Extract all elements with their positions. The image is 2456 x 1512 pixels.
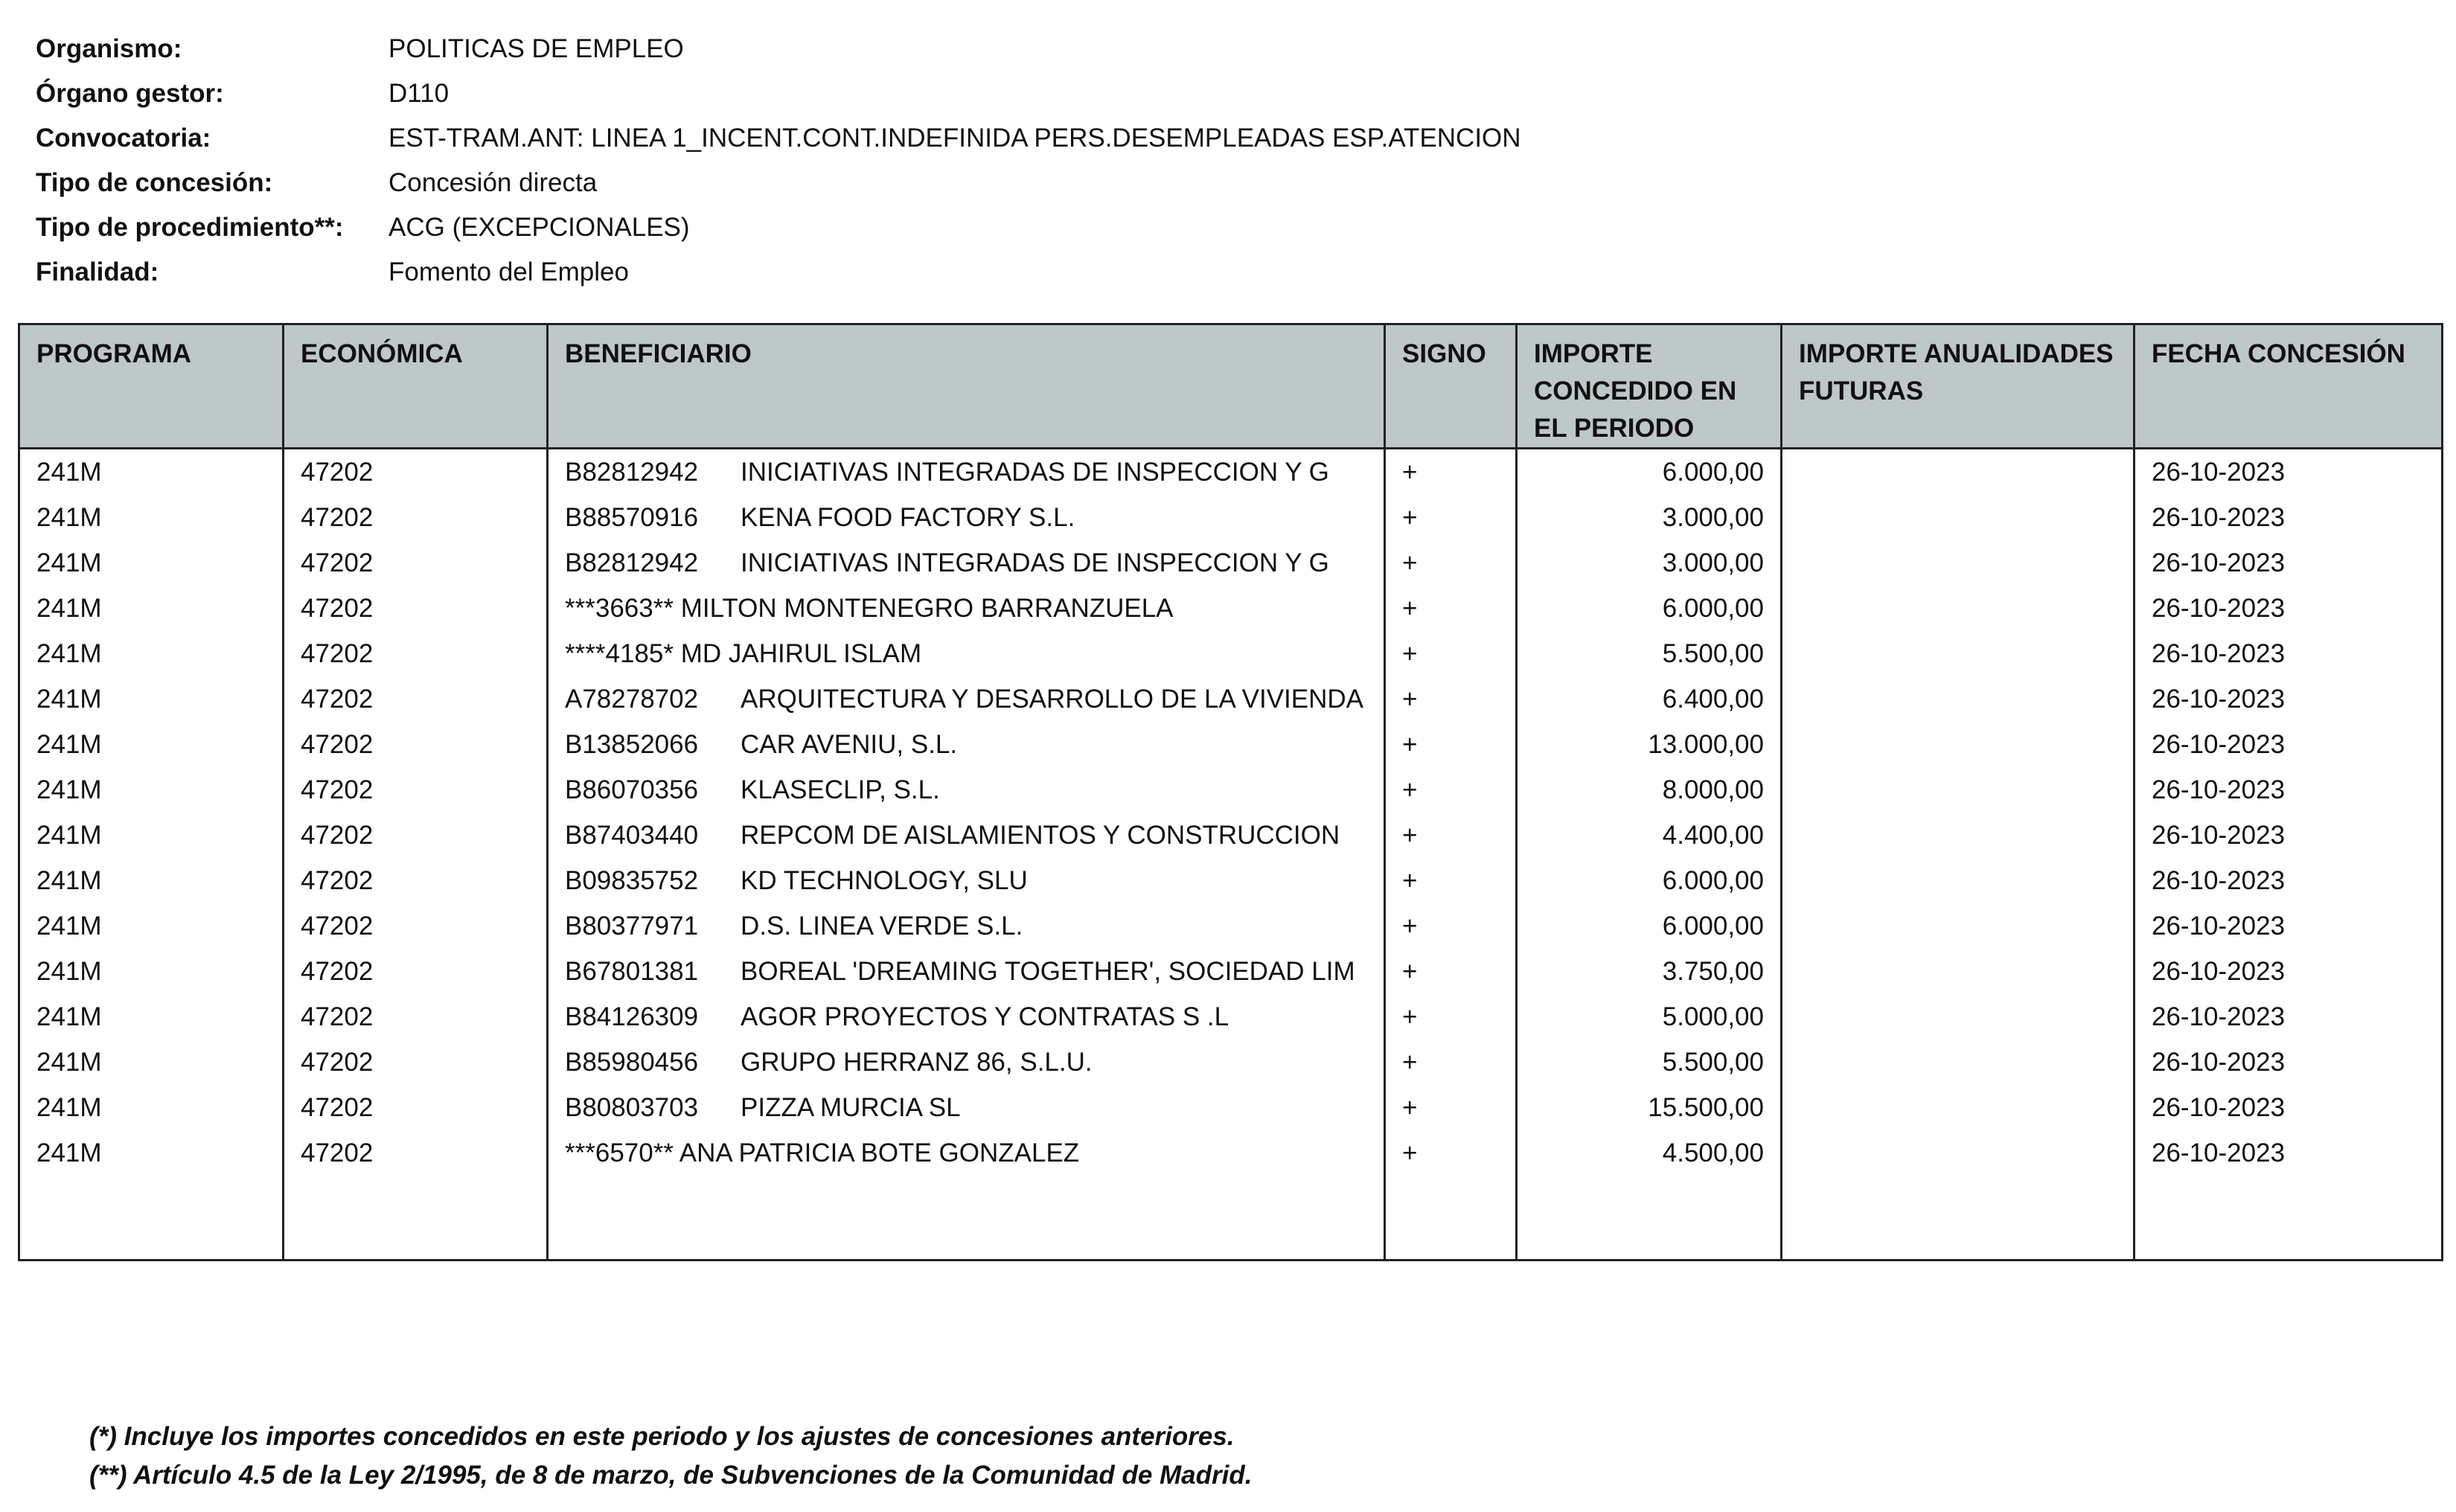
meta-value: ACG (EXCEPCIONALES) [388, 213, 690, 242]
cell-fecha: 26-10-2023 [2134, 586, 2443, 631]
concessions-table [18, 323, 2443, 1261]
cell-fecha: 26-10-2023 [2134, 676, 2443, 722]
table-row [19, 1085, 2443, 1130]
cell-fecha: 26-10-2023 [2134, 631, 2443, 676]
document-metadata [36, 27, 1521, 295]
cell-anualidades [1782, 1085, 2134, 1130]
header-signo: SIGNO [1385, 324, 1517, 449]
table-row [19, 540, 2443, 586]
table-row [19, 903, 2443, 949]
cell-signo: + [1385, 495, 1517, 540]
cell-importe: 6.000,00 [1517, 449, 1782, 496]
cell-economica: 47202 [284, 813, 548, 858]
cell-signo: + [1385, 903, 1517, 949]
beneficiary-nif: B09835752 [565, 866, 699, 895]
cell-signo: + [1385, 858, 1517, 903]
cell-programa: 241M [19, 631, 284, 676]
beneficiary-nif: B13852066 [565, 730, 699, 759]
meta-label: Tipo de procedimiento**: [36, 213, 344, 242]
cell-programa: 241M [19, 586, 284, 631]
meta-value: POLITICAS DE EMPLEO [388, 34, 684, 63]
cell-anualidades [1782, 949, 2134, 994]
cell-programa: 241M [19, 858, 284, 903]
table-row [19, 1040, 2443, 1085]
cell-signo: + [1385, 813, 1517, 858]
cell-anualidades [1782, 586, 2134, 631]
cell-economica: 47202 [284, 540, 548, 586]
cell-anualidades [1782, 495, 2134, 540]
cell-beneficiario [548, 813, 1385, 858]
beneficiary-name: AGOR PROYECTOS Y CONTRATAS S .L [741, 1002, 1229, 1031]
beneficiary-name: KLASECLIP, S.L. [741, 775, 940, 804]
footnote: (*) Incluye los importes concedidos en este periodo y los ajustes de concesiones anteriores. [89, 1422, 1235, 1451]
empty-cell [2134, 1176, 2443, 1260]
cell-anualidades [1782, 1130, 2134, 1176]
cell-programa: 241M [19, 540, 284, 586]
table-row [19, 1130, 2443, 1176]
meta-label: Tipo de concesión: [36, 168, 273, 197]
meta-row [36, 27, 1521, 71]
beneficiary-nif: B67801381 [565, 957, 699, 986]
cell-anualidades [1782, 903, 2134, 949]
cell-beneficiario [548, 631, 1385, 676]
beneficiary-nif: B85980456 [565, 1048, 699, 1077]
cell-beneficiario [548, 767, 1385, 813]
cell-economica: 47202 [284, 767, 548, 813]
header-anualidades: IMPORTE ANUALIDADES FUTURAS [1782, 324, 2134, 449]
header-fecha: FECHA CONCESIÓN [2134, 324, 2443, 449]
cell-signo: + [1385, 449, 1517, 496]
cell-importe: 3.750,00 [1517, 949, 1782, 994]
beneficiary-name: KD TECHNOLOGY, SLU [741, 866, 1028, 895]
cell-importe: 6.000,00 [1517, 858, 1782, 903]
cell-economica: 47202 [284, 994, 548, 1040]
table-row [19, 449, 2443, 496]
cell-anualidades [1782, 631, 2134, 676]
header-beneficiario: BENEFICIARIO [548, 324, 1385, 449]
beneficiary-name: CAR AVENIU, S.L. [741, 730, 958, 759]
cell-fecha: 26-10-2023 [2134, 858, 2443, 903]
beneficiary-nif: B82812942 [565, 548, 699, 577]
meta-row [36, 205, 1521, 250]
cell-economica: 47202 [284, 858, 548, 903]
cell-beneficiario [548, 1085, 1385, 1130]
meta-value: Concesión directa [388, 168, 598, 197]
cell-fecha: 26-10-2023 [2134, 449, 2443, 496]
table-row [19, 676, 2443, 722]
cell-beneficiario [548, 540, 1385, 586]
cell-anualidades [1782, 449, 2134, 496]
cell-economica: 47202 [284, 1130, 548, 1176]
cell-signo: + [1385, 1040, 1517, 1085]
table-row [19, 586, 2443, 631]
meta-label: Organismo: [36, 34, 182, 63]
cell-beneficiario [548, 586, 1385, 631]
meta-row [36, 116, 1521, 161]
beneficiary-name: BOREAL 'DREAMING TOGETHER', SOCIEDAD LIM [741, 957, 1355, 986]
cell-signo: + [1385, 586, 1517, 631]
empty-cell [284, 1176, 548, 1260]
cell-programa: 241M [19, 903, 284, 949]
header-importe: IMPORTE CONCEDIDO EN EL PERIODO [1517, 324, 1782, 449]
meta-value: Fomento del Empleo [388, 257, 629, 286]
cell-importe: 3.000,00 [1517, 495, 1782, 540]
cell-programa: 241M [19, 1040, 284, 1085]
cell-signo: + [1385, 1130, 1517, 1176]
cell-programa: 241M [19, 1130, 284, 1176]
cell-importe: 6.000,00 [1517, 903, 1782, 949]
cell-economica: 47202 [284, 449, 548, 496]
table-row [19, 994, 2443, 1040]
cell-programa: 241M [19, 767, 284, 813]
cell-programa: 241M [19, 949, 284, 994]
cell-fecha: 26-10-2023 [2134, 813, 2443, 858]
beneficiary-name: PIZZA MURCIA SL [741, 1093, 961, 1122]
cell-beneficiario [548, 994, 1385, 1040]
beneficiary-name: INICIATIVAS INTEGRADAS DE INSPECCION Y G [741, 458, 1329, 487]
beneficiary-nif: B80377971 [565, 912, 699, 941]
cell-programa: 241M [19, 813, 284, 858]
cell-anualidades [1782, 540, 2134, 586]
cell-fecha: 26-10-2023 [2134, 495, 2443, 540]
meta-label: Finalidad: [36, 257, 159, 286]
beneficiary-nif: B88570916 [565, 503, 699, 532]
cell-beneficiario [548, 903, 1385, 949]
cell-importe: 4.400,00 [1517, 813, 1782, 858]
table-row [19, 631, 2443, 676]
beneficiary-nif: A78278702 [565, 685, 699, 714]
cell-importe: 5.500,00 [1517, 631, 1782, 676]
cell-importe: 3.000,00 [1517, 540, 1782, 586]
cell-anualidades [1782, 722, 2134, 767]
cell-fecha: 26-10-2023 [2134, 1130, 2443, 1176]
cell-fecha: 26-10-2023 [2134, 949, 2443, 994]
cell-importe: 15.500,00 [1517, 1085, 1782, 1130]
cell-programa: 241M [19, 495, 284, 540]
cell-anualidades [1782, 767, 2134, 813]
cell-anualidades [1782, 676, 2134, 722]
table-row [19, 949, 2443, 994]
cell-beneficiario [548, 722, 1385, 767]
meta-label: Convocatoria: [36, 124, 211, 153]
table-row [19, 495, 2443, 540]
beneficiary-nif: B87403440 [565, 821, 699, 850]
cell-importe: 6.400,00 [1517, 676, 1782, 722]
cell-importe: 4.500,00 [1517, 1130, 1782, 1176]
beneficiary-name: GRUPO HERRANZ 86, S.L.U. [741, 1048, 1093, 1077]
table-empty-row [19, 1176, 2443, 1260]
cell-economica: 47202 [284, 495, 548, 540]
beneficiary-name: KENA FOOD FACTORY S.L. [741, 503, 1075, 532]
cell-economica: 47202 [284, 1040, 548, 1085]
cell-economica: 47202 [284, 722, 548, 767]
cell-signo: + [1385, 540, 1517, 586]
cell-signo: + [1385, 1085, 1517, 1130]
empty-cell [548, 1176, 1385, 1260]
header-economica: ECONÓMICA [284, 324, 548, 449]
cell-programa: 241M [19, 994, 284, 1040]
cell-beneficiario [548, 949, 1385, 994]
cell-economica: 47202 [284, 1085, 548, 1130]
beneficiary-nif: B80803703 [565, 1093, 699, 1122]
empty-cell [1517, 1176, 1782, 1260]
beneficiary-name: ***3663** MILTON MONTENEGRO BARRANZUELA [565, 594, 1174, 623]
cell-fecha: 26-10-2023 [2134, 767, 2443, 813]
cell-beneficiario [548, 449, 1385, 496]
table-row [19, 722, 2443, 767]
beneficiary-name: INICIATIVAS INTEGRADAS DE INSPECCION Y G [741, 548, 1329, 577]
cell-importe: 5.500,00 [1517, 1040, 1782, 1085]
table-row [19, 767, 2443, 813]
meta-row [36, 71, 1521, 116]
empty-cell [19, 1176, 284, 1260]
cell-programa: 241M [19, 676, 284, 722]
cell-signo: + [1385, 631, 1517, 676]
cell-fecha: 26-10-2023 [2134, 994, 2443, 1040]
cell-economica: 47202 [284, 631, 548, 676]
cell-signo: + [1385, 949, 1517, 994]
cell-beneficiario [548, 1130, 1385, 1176]
beneficiary-name: ****4185* MD JAHIRUL ISLAM [565, 639, 922, 668]
cell-fecha: 26-10-2023 [2134, 540, 2443, 586]
cell-economica: 47202 [284, 949, 548, 994]
table-header-row [19, 324, 2443, 449]
beneficiary-name: D.S. LINEA VERDE S.L. [741, 912, 1023, 941]
cell-fecha: 26-10-2023 [2134, 1040, 2443, 1085]
table-row [19, 858, 2443, 903]
cell-beneficiario [548, 858, 1385, 903]
cell-importe: 13.000,00 [1517, 722, 1782, 767]
footnote: (**) Artículo 4.5 de la Ley 2/1995, de 8 de marzo, de Subvenciones de la Comunidad de Madrid. [89, 1461, 1253, 1490]
meta-row [36, 250, 1521, 295]
cell-fecha: 26-10-2023 [2134, 1085, 2443, 1130]
cell-programa: 241M [19, 1085, 284, 1130]
cell-beneficiario [548, 1040, 1385, 1085]
meta-value: EST-TRAM.ANT: LINEA 1_INCENT.CONT.INDEFINIDA PERS.DESEMPLEADAS ESP.ATENCION [388, 124, 1521, 153]
cell-beneficiario [548, 676, 1385, 722]
cell-programa: 241M [19, 449, 284, 496]
cell-anualidades [1782, 994, 2134, 1040]
cell-signo: + [1385, 722, 1517, 767]
beneficiary-nif: B84126309 [565, 1002, 699, 1031]
cell-signo: + [1385, 676, 1517, 722]
cell-importe: 5.000,00 [1517, 994, 1782, 1040]
footnotes [89, 1418, 1252, 1495]
beneficiary-nif: B86070356 [565, 775, 699, 804]
beneficiary-nif: B82812942 [565, 458, 699, 487]
meta-value: D110 [388, 79, 450, 108]
cell-fecha: 26-10-2023 [2134, 903, 2443, 949]
header-programa: PROGRAMA [19, 324, 284, 449]
beneficiary-name: ARQUITECTURA Y DESARROLLO DE LA VIVIENDA [741, 685, 1364, 714]
cell-programa: 241M [19, 722, 284, 767]
cell-economica: 47202 [284, 903, 548, 949]
cell-anualidades [1782, 1040, 2134, 1085]
cell-anualidades [1782, 858, 2134, 903]
cell-signo: + [1385, 994, 1517, 1040]
cell-beneficiario [548, 495, 1385, 540]
cell-fecha: 26-10-2023 [2134, 722, 2443, 767]
meta-row [36, 161, 1521, 205]
empty-cell [1385, 1176, 1517, 1260]
meta-label: Órgano gestor: [36, 79, 224, 108]
table-row [19, 813, 2443, 858]
beneficiary-name: REPCOM DE AISLAMIENTOS Y CONSTRUCCION [741, 821, 1340, 850]
cell-importe: 8.000,00 [1517, 767, 1782, 813]
cell-importe: 6.000,00 [1517, 586, 1782, 631]
cell-signo: + [1385, 767, 1517, 813]
cell-economica: 47202 [284, 586, 548, 631]
cell-economica: 47202 [284, 676, 548, 722]
beneficiary-name: ***6570** ANA PATRICIA BOTE GONZALEZ [565, 1138, 1080, 1167]
cell-anualidades [1782, 813, 2134, 858]
empty-cell [1782, 1176, 2134, 1260]
